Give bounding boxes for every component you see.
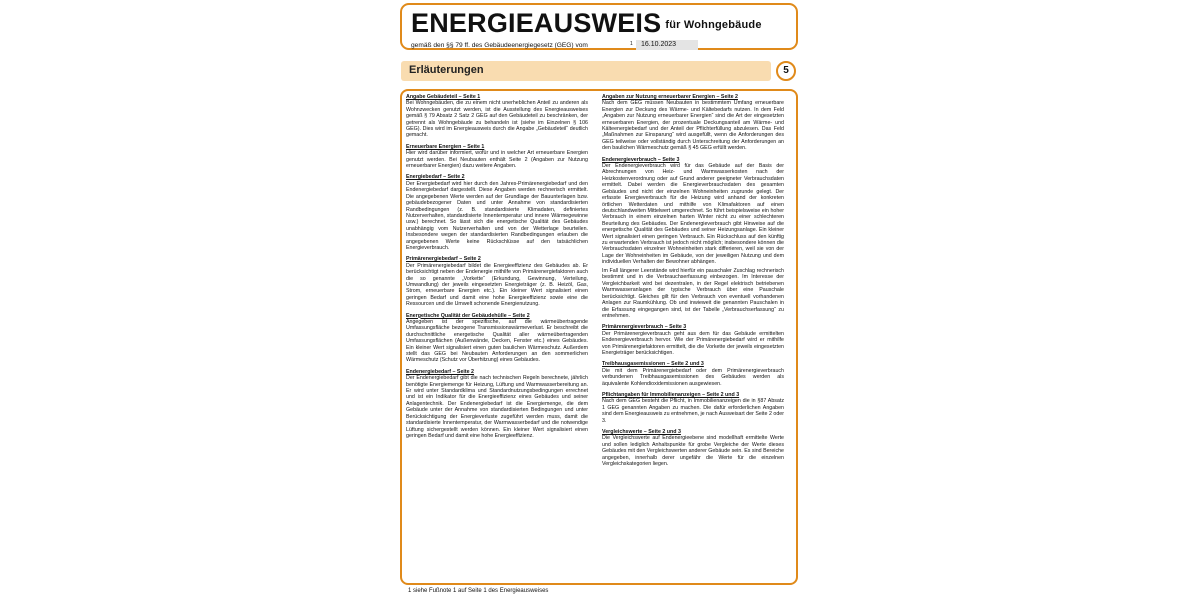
header-box xyxy=(400,3,798,50)
explanation-entry xyxy=(406,256,588,307)
explanation-entry xyxy=(602,361,784,387)
explanation-entry xyxy=(406,369,588,439)
document-title xyxy=(411,8,762,39)
explanation-entry xyxy=(602,268,784,319)
entry-text: Nach dem GEG besteht die Pflicht, in Immobilienanzeigen die in §87 Absatz 1 GEG genannten Angaben zu machen. Die dafür erforderlichen Angaben sind dem Energieausweis zu entnehmen, je nach Ausweisart der Seite 2 oder 3. xyxy=(602,398,784,424)
left-column xyxy=(406,94,588,580)
entry-text: Der Endenergiebedarf gibt die nach technischen Regeln berechnete, jährlich benötigte Energiemenge für Heizung, Lüftung und Warmwasserbereitung an. Er wird unter Standardklima und Standardnutzungsbedingungen errechnet und ist ein Indikator für die Energieeffizienz eines Gebäudes und seiner Anlagentechnik. Der Endenergiebedarf ist die Energiemenge, die dem Gebäude unter der Annahme von standardisierten Bedingungen und unter Berücksichtigung der Energieverluste zugeführt werden muss, damit die standardisierte Innentemperatur, der Warmwasserbedarf und die notwendige Lüftung sichergestellt werden können. Ein kleiner Wert signalisiert einen geringen Bedarf und damit eine hohe Energieeffizienz. xyxy=(406,375,588,439)
explanation-entry xyxy=(406,94,588,139)
entry-heading: Treibhausgasemissionen – Seite 2 und 3 xyxy=(602,361,704,368)
entry-text: Der Endenergieverbrauch wird für das Gebäude auf der Basis der Abrechnungen von Heiz- und Warmwasserkosten nach der Heizkostenverordnung oder auf Grund anderer geeigneter Verbrauchsdaten ermittelt. Dabei werden die Energieverbrauchsdaten des gesamten Gebäudes und nicht der einzelnen Wohneinheiten zugrunde gelegt. Der erfasste Energieverbrauch für die Heizung wird anhand der konkreten örtlichen Wetterdaten und mithilfe von Klimafaktoren auf einen deutschlandweiten Mittelwert umgerechnet. So führt beispielsweise ein hoher Verbrauch in einem einzelnen harten Winter nicht zu einer schlechteren Beurteilung des Gebäudes. Der Endenergieverbrauch gibt Hinweise auf die energetische Qualität des Gebäudes und seiner Heizungsanlage. Ein kleiner Wert signalisiert einen geringen Verbrauch. Ein Rückschluss auf den künftig zu erwartenden Verbrauch ist jedoch nicht möglich; insbesondere können die Verbrauchsdaten einzelner Wohneinheiten stark differieren, weil sie von der Lage der Wohneinheiten im Gebäude, von der jeweiligen Nutzung und dem individuellen Verhalten der Bewohner abhängen. xyxy=(602,163,784,266)
entry-text: Der Primärenergiebedarf bildet die Energieeffizienz des Gebäudes ab. Er berücksichtigt neben der Endenergie mithilfe von Primärenergiefaktoren auch die so genannte „Vorkette“ (Erkundung, Gewinnung, Verteilung, Umwandlung) der jeweils eingesetzten Energieträger (z. B. Heizöl, Gas, Strom, erneuerbare Energien etc.). Ein kleiner Wert signalisiert einen geringen Bedarf und damit eine hohe Energieeffizienz sowie eine die Ressourcen und die Umwelt schonende Energienutzung. xyxy=(406,262,588,308)
explanation-entry xyxy=(602,429,784,467)
entry-heading: Endenergiebedarf – Seite 2 xyxy=(406,368,475,375)
entry-text: Bei Wohngebäuden, die zu einem nicht unerheblichen Anteil zu anderen als Wohnzwecken genutzt werden, ist die Ausstellung des Energieausweises gemäß § 79 Absatz 2 Satz 2 GEG auf den Gebäudeteil zu beschränken, der getrennt als Wohngebäude zu behandeln ist (siehe im Einzelnen § 106 GEG). Dies wird im Energieausweis durch die Angabe „Gebäudeteil“ deutlich gemacht. xyxy=(406,100,588,139)
title-main: ENERGIEAUSWEIS xyxy=(411,8,662,38)
right-column xyxy=(602,94,784,580)
explanation-entry xyxy=(602,94,784,152)
entry-heading: Energiebedarf – Seite 2 xyxy=(406,174,465,181)
entry-heading: Pflichtangaben für Immobilienanzeigen – Seite 2 und 3 xyxy=(602,391,740,398)
entry-heading: Primärenergiebedarf – Seite 2 xyxy=(406,256,481,263)
entry-heading: Angabe Gebäudeteil – Seite 1 xyxy=(406,94,481,100)
entry-heading: Energetische Qualität der Gebäudehülle – Seite 2 xyxy=(406,312,530,319)
footnote-marker: 1 xyxy=(630,41,633,47)
energy-certificate-page xyxy=(398,0,804,600)
entry-text: Der Primärenergieverbrauch geht aus dem für das Gebäude ermittelten Endenergieverbrauch hervor. Wie der Primärenergiebedarf wird er mithilfe von Primärenergiefaktoren ermittelt, die die Vorkette der jeweils eingesetzten Energieträger berücksichtigen. xyxy=(602,330,784,356)
entry-text: Der Energiebedarf wird hier durch den Jahres-Primärenergiebedarf und den Endenergiebedarf dargestellt. Diese Angaben werden rechnerisch ermittelt. Die angegebenen Werte werden auf der Grundlage der Bauunterlagen bzw. gebäudebezogener Daten und unter Annahme von standardisierten Randbedingungen (z. B. standardisierte Klimadaten, definiertes Nutzerverhalten, standardisierte Innentemperatur und innere Wärmegewinne usw.) berechnet. So lässt sich die energetische Qualität des Gebäudes unabhängig vom Nutzerverhalten und von der Wetterlage beurteilen. Insbesondere wegen der standardisierten Randbedingungen erlauben die angegebenen Werte keine Rückschlüsse auf den tatsächlichen Energieverbrauch. xyxy=(406,180,588,251)
entry-heading: Erneuerbare Energien – Seite 1 xyxy=(406,143,485,150)
entry-text: Die Vergleichswerte auf Endenergieebene sind modellhaft ermittelte Werte und sollen lediglich Anhaltspunkte für grobe Vergleiche der Werte dieses Gebäudes mit den Vergleichswerten anderer Gebäude sein. Es sind Bereiche angegeben, innerhalb derer ungefähr die Werte für die einzelnen Vergleichskategorien liegen. xyxy=(602,435,784,468)
section-bar xyxy=(401,61,771,81)
entry-text: Nach dem GEG müssen Neubauten in bestimmtem Umfang erneuerbare Energien zur Deckung des Wärme- und Kältebedarfs nutzen. In dem Feld „Angaben zur Nutzung erneuerbarer Energien“ sind die Art der eingesetzten erneuerbaren Energien, der prozentuale Deckungsanteil am Wärme- und Kälteenergiebedarf und der Anteil der Pflichterfüllung abzulesen. Das Feld „Maßnahmen zur Einsparung“ wird ausgefüllt, wenn die Anforderungen des GEG teilweise oder vollständig durch Unterschreitung der Anforderungen an den baulichen Wärmeschutz gemäß § 45 GEG erfüllt werden. xyxy=(602,100,784,152)
entry-heading: Endenergieverbrauch – Seite 3 xyxy=(602,156,680,163)
section-title: Erläuterungen xyxy=(409,64,484,76)
explanation-entry xyxy=(602,157,784,266)
explanations-box xyxy=(400,89,798,585)
page-footnote: 1 siehe Fußnote 1 auf Seite 1 des Energieausweises xyxy=(408,588,549,594)
entry-heading: Angaben zur Nutzung erneuerbarer Energien – Seite 2 xyxy=(602,94,738,100)
entry-text: Im Fall längerer Leerstände wird hierfür ein pauschaler Zuschlag rechnerisch bestimmt und in die Verbrauchserfassung einbezogen. Im Interesse der Vergleichbarkeit wird bei dezentralen, in der Regel elektrisch betriebenen Warmwasseranlagen der typische Verbrauch über eine Pauschale berücksichtigt. Gleiches gilt für den Verbrauch von eventuell vorhandenen Anlagen zur Raumkühlung. Ob und inwieweit die genannten Pauschalen in die Erfassung eingegangen sind, ist der Tabelle „Verbrauchserfassung“ zu entnehmen. xyxy=(602,268,784,319)
issue-date-field: 16.10.2023 xyxy=(636,40,698,50)
entry-heading: Vergleichswerte – Seite 2 und 3 xyxy=(602,429,681,435)
entry-text: Hier wird darüber informiert, wofür und in welcher Art erneuerbare Energien genutzt werden. Bei Neubauten enthält Seite 2 (Angaben zur Nutzung erneuerbarer Energien) dazu weitere Angaben. xyxy=(406,150,588,170)
explanation-entry xyxy=(406,144,588,170)
page-number-badge: 5 xyxy=(776,61,796,81)
explanation-entry xyxy=(602,324,784,356)
explanation-entry xyxy=(406,174,588,251)
entry-text: Die mit dem Primärenergiebedarf oder dem Primärenergieverbrauch verbundenen Treibhausgasemissionen des Gebäudes werden als äquivalente Kohlendioxidemissionen ausgewiesen. xyxy=(602,367,784,387)
legal-basis-text: gemäß den §§ 79 ff. des Gebäudeenergiegesetz (GEG) vom xyxy=(411,42,588,49)
entry-heading: Primärenergieverbrauch – Seite 3 xyxy=(602,324,687,331)
explanation-entry xyxy=(602,392,784,424)
explanation-entry xyxy=(406,313,588,364)
title-suffix: für Wohngebäude xyxy=(665,18,762,31)
entry-text: Angegeben ist der spezifische, auf die wärmeübertragende Umfassungsfläche bezogene Transmissionswärmeverlust. Er beschreibt die durchschnittliche energetische Qualität aller wärmeübertragenden Umfassungsflächen (Außenwände, Decken, Fenster etc.) eines Gebäudes. Ein kleiner Wert signalisiert einen guten baulichen Wärmeschutz. Außerdem stellt das GEG bei Neubauten Anforderungen an den sommerlichen Wärmeschutz (Schutz vor Überhitzung) eines Gebäudes. xyxy=(406,319,588,364)
